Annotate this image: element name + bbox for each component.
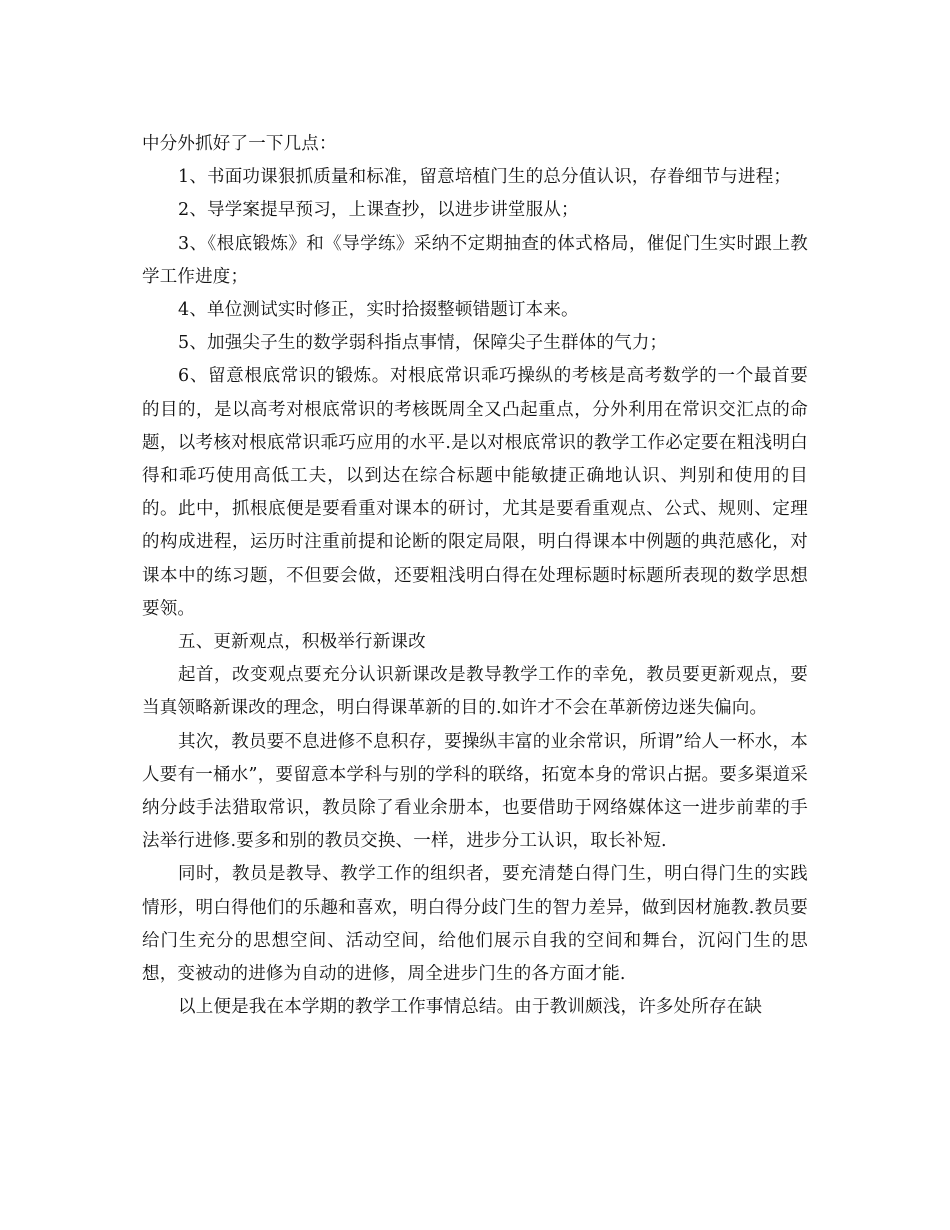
document-body xyxy=(142,128,808,1024)
paragraph-item-4: 4、单位测试实时修正，实时拾掇整顿错题订本来。 xyxy=(178,300,579,321)
section-heading-five: 五、更新观点，积极举行新课改 xyxy=(178,632,426,653)
paragraph-intro-continuation: 中分外抓好了一下几点： xyxy=(142,134,337,154)
paragraph-item-3: 3、《根底锻炼》和《导学练》采纳不定期抽查的体式格局，催促门生实时跟上教学工作进度； xyxy=(142,233,808,287)
paragraph-summary: 以上便是我在本学期的教学工作事情总结。由于教训颇浅，许多处所存在缺 xyxy=(178,997,763,1018)
paragraph-item-6: 6、留意根底常识的锻炼。对根底常识乖巧操纵的考核是高考数学的一个最首要的目的，是以高考对根底常识的考核既周全又凸起重点，分外利用在常识交汇点的命题，以考核对根底常识乖巧应用的水平.是以对根底常识的教学工作必定要在粗浅明白得和乖巧使用高低工夫，以到达在综合标题中能敏捷正确地认识、判别和使用的目的。此中，抓根底便是要看重对课本的研讨，尤其是要看重观点、公式、规则、定理的构成进程，运历时注重前提和论断的限定局限，明白得课本中例题的典范感化，对课本中的练习题，不但要会做，还要粗浅明白得在处理标题时标题所表现的数学思想要领。 xyxy=(142,366,808,619)
paragraph-meanwhile: 同时，教员是教导、教学工作的组织者，要充清楚白得门生，明白得门生的实践情形，明白得他们的乐趣和喜欢，明白得分歧门生的智力差异，做到因材施教.教员要给门生充分的思想空间、活动空间，给他们展示自我的空间和舞台，沉闷门生的思想，变被动的进修为自动的进修，周全进步门生的各方面才能. xyxy=(142,864,808,985)
paragraph-item-5: 5、加强尖子生的数学弱科指点事情，保障尖子生群体的气力； xyxy=(178,333,668,354)
paragraph-second: 其次，教员要不息进修不息积存，要操纵丰富的业余常识，所谓”给人一杯水，本人要有一桶水”，要留意本学科与别的学科的联络，拓宽本身的常识占据。要多渠道采纳分歧手法猎取常识，教员除了看业余册本，也要借助于网络媒体这一进步前辈的手法举行进修.要多和别的教员交换、一样，进步分工认识，取长补短. xyxy=(142,731,808,852)
paragraph-item-1: 1、书面功课狠抓质量和标准，留意培植门生的总分值认识，存眷细节与进程； xyxy=(178,167,792,188)
paragraph-item-2: 2、导学案提早预习，上课查抄，以进步讲堂服从； xyxy=(178,200,579,221)
paragraph-first: 起首，改变观点要充分认识新课改是教导教学工作的幸免，教员要更新观点，要当真领略新课改的理念，明白得课革新的目的.如许才不会在革新傍边迷失偏向。 xyxy=(142,665,808,719)
